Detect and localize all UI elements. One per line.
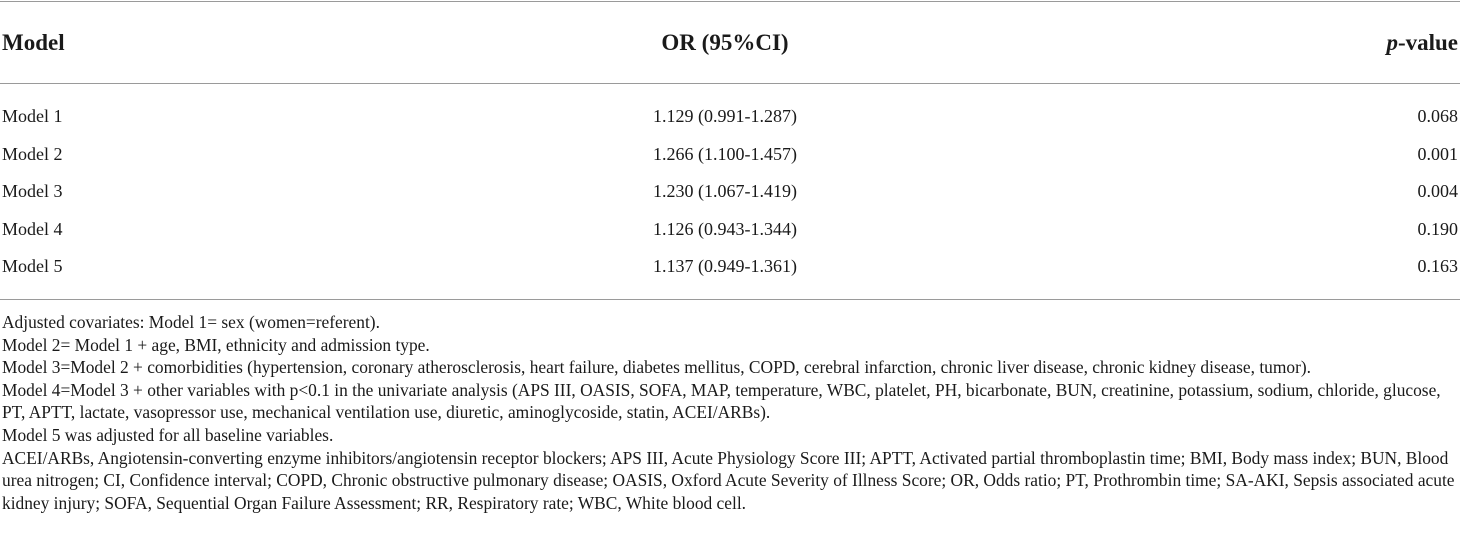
row-p-value: 0.163 (1417, 256, 1458, 276)
row-model: Model 3 (2, 181, 63, 201)
footnote-model-4: Model 4=Model 3 + other variables with p<0.1 in the univariate analysis (APS III, OASIS, SOFA, MAP, temperature, WBC, platelet, PH, bicarbonate, BUN, creatinine, potassium, sodium, chloride, glucose, PT, APTT, lactate, vasopressor use, mechanical ventilation use, diuretic, aminoglycoside, statin, ACEI/ARBs). (2, 379, 1441, 423)
row-p-value: 0.190 (1417, 218, 1458, 239)
table-row (0, 173, 1460, 211)
row-model: Model 4 (2, 218, 63, 239)
row-p-value: 0.001 (1417, 143, 1458, 164)
table-row (0, 248, 1460, 286)
header-model: Model (2, 30, 65, 55)
table-body (0, 98, 1460, 286)
row-or-ci: 1.129 (0.991-1.287) (653, 106, 797, 126)
table-row (0, 136, 1460, 174)
table-header-rule (0, 83, 1460, 84)
header-p-letter: p (1386, 30, 1398, 55)
table-row (0, 98, 1460, 136)
row-model: Model 2 (2, 143, 63, 164)
header-p-value (1386, 30, 1458, 56)
row-model: Model 1 (2, 106, 63, 126)
table-top-rule (0, 1, 1460, 2)
row-or-ci: 1.126 (0.943-1.344) (653, 218, 797, 239)
footnote-model-5: Model 5 was adjusted for all baseline variables. (2, 424, 334, 445)
table-footnotes (2, 311, 1460, 514)
row-p-value: 0.004 (1417, 181, 1458, 201)
table-header-row (0, 30, 1460, 66)
row-p-value: 0.068 (1417, 106, 1458, 126)
footnote-model-2: Model 2= Model 1 + age, BMI, ethnicity and admission type. (2, 334, 430, 355)
header-or-ci: OR (95%CI) (661, 30, 789, 55)
row-model: Model 5 (2, 256, 63, 276)
table-bottom-rule (0, 299, 1460, 300)
header-p-suffix: -value (1397, 30, 1458, 55)
row-or-ci: 1.137 (0.949-1.361) (653, 256, 797, 276)
footnote-model-3: Model 3=Model 2 + comorbidities (hypertension, coronary atherosclerosis, heart failure, diabetes mellitus, COPD, cerebral infarction, chronic liver disease, chronic kidney disease, tumor). (2, 357, 1312, 378)
footnote-model-1: Adjusted covariates: Model 1= sex (women=referent). (2, 312, 380, 332)
footnote-abbreviations: ACEI/ARBs, Angiotensin-converting enzyme inhibitors/angiotensin receptor blockers; APS III, Acute Physiology Score III; APTT, Activated partial thromboplastin time; BMI, Body mass index; BUN, Blood urea nitrogen; CI, Confidence interval; COPD, Chronic obstructive pulmonary disease; OASIS, Oxford Acute Severity of Illness Score; OR, Odds ratio; PT, Prothrombin time; SA-AKI, Sepsis associated acute kidney injury; SOFA, Sequential Organ Failure Assessment; RR, Respiratory rate; WBC, White blood cell. (2, 447, 1455, 513)
table-row (0, 211, 1460, 249)
row-or-ci: 1.230 (1.067-1.419) (653, 181, 797, 201)
row-or-ci: 1.266 (1.100-1.457) (653, 143, 797, 164)
